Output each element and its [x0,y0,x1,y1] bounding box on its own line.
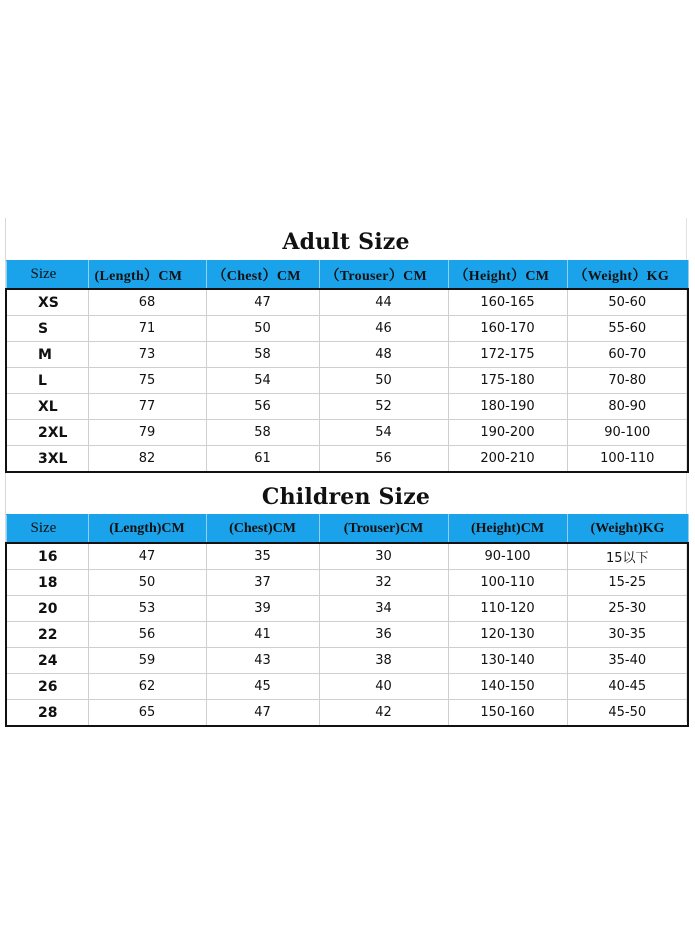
adult-table-row [6,342,688,368]
adult-cell-trouser: 52 [319,394,448,420]
children-cell-length: 47 [88,543,206,570]
adult-cell-weight: 50-60 [567,289,688,316]
adult-cell-length: 82 [88,446,206,473]
children-cell-height: 100-110 [448,570,567,596]
adult-cell-trouser: 44 [319,289,448,316]
children-header-height: (Height)CM [448,515,567,544]
children-cell-length: 62 [88,674,206,700]
adult-header-chest: （Chest）CM [206,261,319,290]
children-header-chest: (Chest)CM [206,515,319,544]
children-cell-weight: 30-35 [567,622,688,648]
children-cell-chest: 41 [206,622,319,648]
children-header-size: Size [6,515,88,544]
adult-cell-height: 160-170 [448,316,567,342]
children-table-row [6,543,688,570]
adult-table-row [6,368,688,394]
children-cell-trouser: 32 [319,570,448,596]
children-cell-trouser: 42 [319,700,448,727]
adult-cell-weight: 60-70 [567,342,688,368]
children-cell-size: 26 [6,674,88,700]
children-header-length: (Length)CM [88,515,206,544]
adult-cell-trouser: 56 [319,446,448,473]
children-cell-chest: 43 [206,648,319,674]
adult-cell-weight: 90-100 [567,420,688,446]
children-cell-size: 28 [6,700,88,727]
children-cell-weight: 15-25 [567,570,688,596]
children-cell-trouser: 36 [319,622,448,648]
children-header-row [6,515,688,544]
adult-cell-chest: 47 [206,289,319,316]
adult-cell-weight: 70-80 [567,368,688,394]
children-cell-chest: 45 [206,674,319,700]
children-cell-length: 56 [88,622,206,648]
adult-cell-height: 175-180 [448,368,567,394]
children-cell-weight: 45-50 [567,700,688,727]
children-cell-length: 53 [88,596,206,622]
adult-table-row [6,446,688,473]
adult-cell-length: 79 [88,420,206,446]
children-cell-size: 16 [6,543,88,570]
children-cell-height: 150-160 [448,700,567,727]
children-table-row [6,622,688,648]
adult-header-row [6,261,688,290]
children-table-row [6,648,688,674]
adult-header-weight: （Weight）KG [567,261,688,290]
adult-cell-trouser: 48 [319,342,448,368]
adult-cell-length: 68 [88,289,206,316]
children-cell-trouser: 40 [319,674,448,700]
adult-cell-chest: 56 [206,394,319,420]
adult-cell-chest: 50 [206,316,319,342]
adult-cell-trouser: 46 [319,316,448,342]
children-cell-trouser: 30 [319,543,448,570]
children-cell-chest: 37 [206,570,319,596]
adult-size-title: Adult Size [282,229,410,255]
adult-cell-height: 160-165 [448,289,567,316]
adult-cell-chest: 54 [206,368,319,394]
children-cell-length: 65 [88,700,206,727]
adult-cell-size: S [6,316,88,342]
adult-cell-weight: 80-90 [567,394,688,420]
adult-header-height: （Height）CM [448,261,567,290]
adult-cell-chest: 61 [206,446,319,473]
children-cell-weight: 35-40 [567,648,688,674]
adult-cell-chest: 58 [206,342,319,368]
children-cell-chest: 35 [206,543,319,570]
adult-cell-weight: 100-110 [567,446,688,473]
adult-cell-length: 71 [88,316,206,342]
children-cell-trouser: 38 [319,648,448,674]
children-table-row [6,674,688,700]
adult-cell-length: 73 [88,342,206,368]
children-size-table [5,514,689,727]
adult-cell-weight: 55-60 [567,316,688,342]
children-cell-weight: 15以下 [567,543,688,570]
children-cell-height: 130-140 [448,648,567,674]
adult-cell-size: 2XL [6,420,88,446]
children-header-weight: (Weight)KG [567,515,688,544]
children-cell-size: 22 [6,622,88,648]
adult-cell-chest: 58 [206,420,319,446]
adult-table-row [6,289,688,316]
adult-cell-height: 200-210 [448,446,567,473]
adult-cell-length: 75 [88,368,206,394]
adult-cell-size: M [6,342,88,368]
adult-cell-trouser: 50 [319,368,448,394]
adult-cell-trouser: 54 [319,420,448,446]
children-cell-size: 18 [6,570,88,596]
children-table-row [6,700,688,727]
adult-cell-length: 77 [88,394,206,420]
adult-cell-height: 190-200 [448,420,567,446]
adult-cell-size: XS [6,289,88,316]
adult-cell-size: L [6,368,88,394]
adult-cell-height: 172-175 [448,342,567,368]
adult-cell-size: XL [6,394,88,420]
adult-table-row [6,316,688,342]
adult-header-trouser: （Trouser）CM [319,261,448,290]
children-cell-size: 20 [6,596,88,622]
children-cell-length: 50 [88,570,206,596]
children-cell-trouser: 34 [319,596,448,622]
children-cell-height: 140-150 [448,674,567,700]
adult-table-row [6,420,688,446]
children-cell-chest: 47 [206,700,319,727]
children-cell-weight: 25-30 [567,596,688,622]
children-table-row [6,570,688,596]
adult-table-row [6,394,688,420]
adult-size-table [5,260,689,473]
children-cell-weight: 40-45 [567,674,688,700]
children-cell-height: 90-100 [448,543,567,570]
children-header-trouser: (Trouser)CM [319,515,448,544]
children-cell-chest: 39 [206,596,319,622]
adult-header-length: (Length）CM [88,261,206,290]
children-cell-height: 110-120 [448,596,567,622]
children-cell-length: 59 [88,648,206,674]
children-table-row [6,596,688,622]
adult-cell-size: 3XL [6,446,88,473]
children-cell-size: 24 [6,648,88,674]
adult-cell-height: 180-190 [448,394,567,420]
children-cell-height: 120-130 [448,622,567,648]
adult-header-size: Size [6,261,88,290]
children-size-title: Children Size [261,484,431,510]
